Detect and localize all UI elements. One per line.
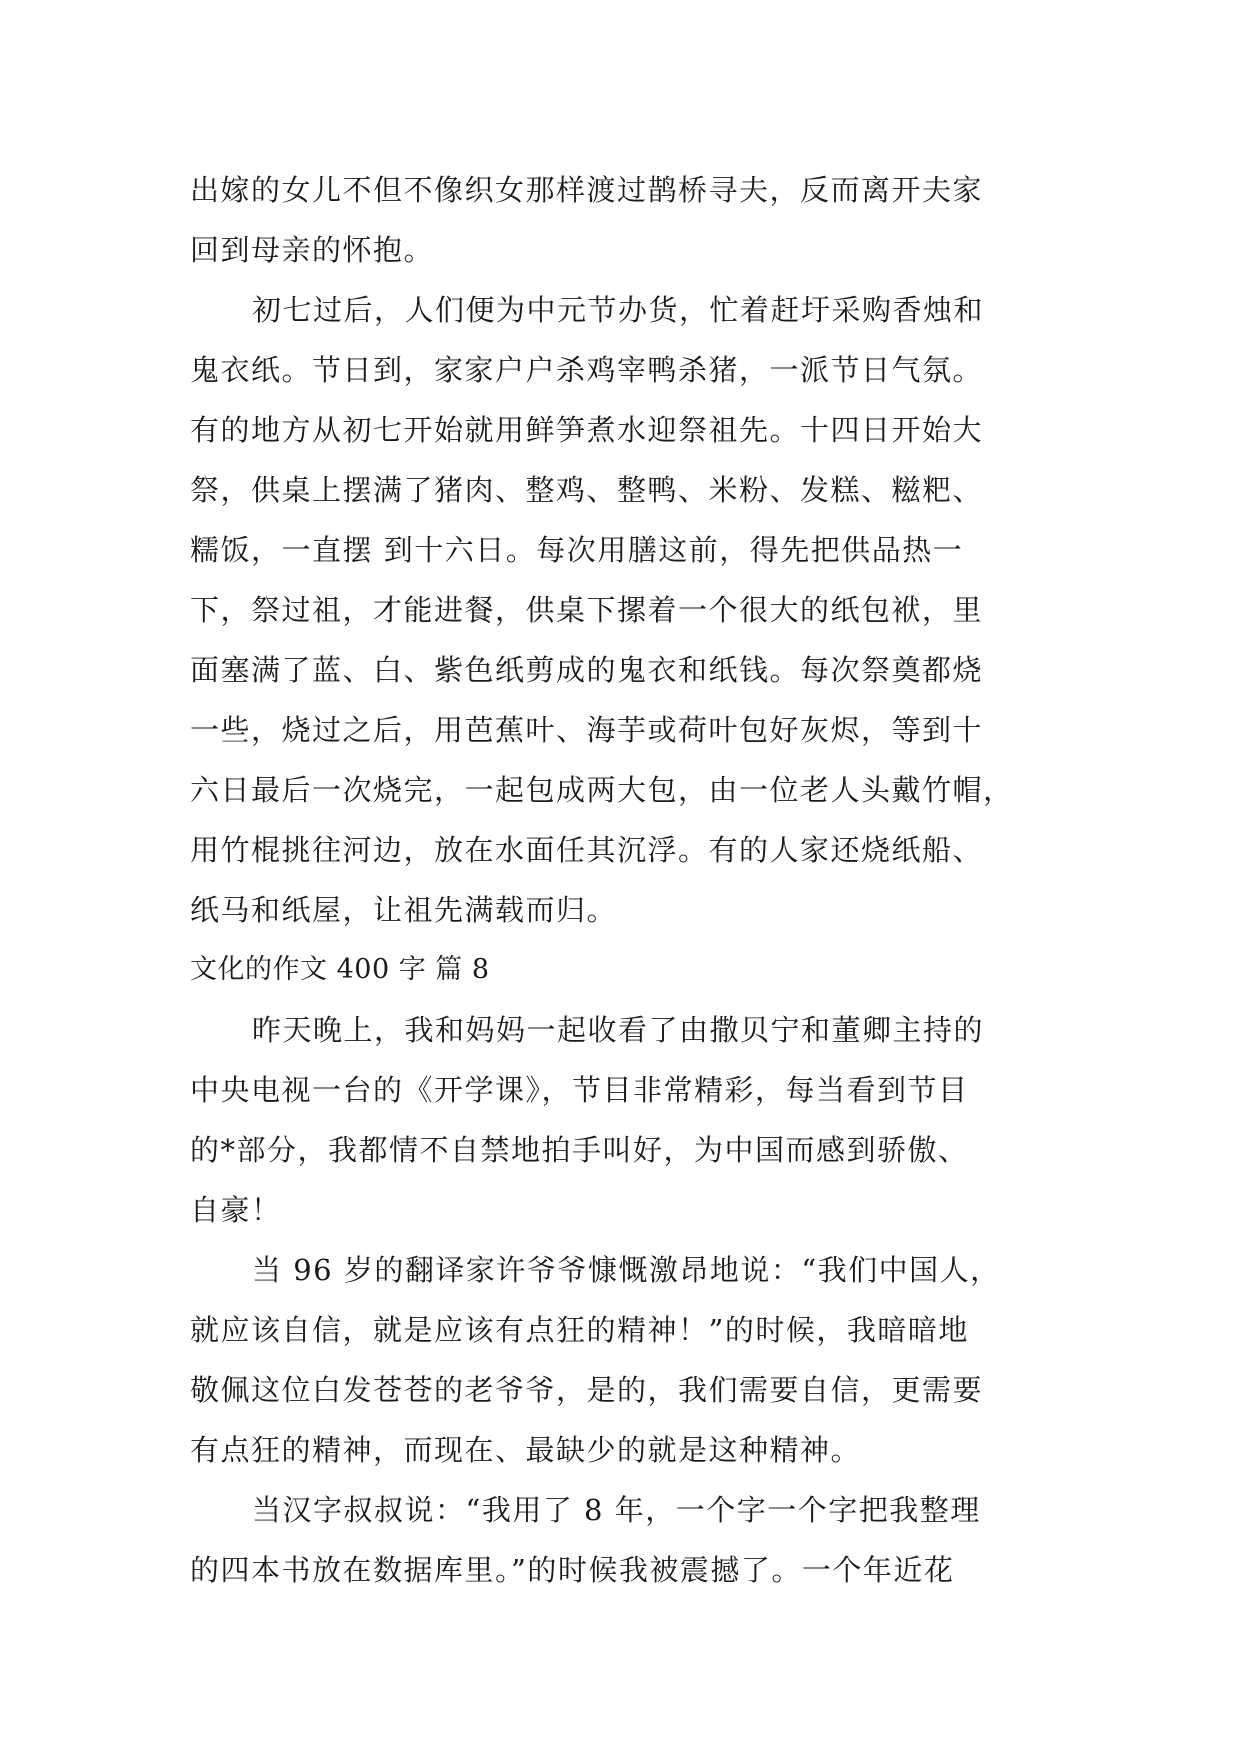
text-line: 就应该自信，就是应该有点狂的精神！”的时候，我暗暗地 (190, 1313, 969, 1347)
text-line: 鬼衣纸。节日到，家家户户杀鸡宰鸭杀猪，一派节日气氛。 (190, 353, 984, 387)
text-line: 当 96 岁的翻译家许爷爷慷慨激昂地说：“我们中国人， (252, 1253, 1001, 1287)
text-line: 的*部分，我都情不自禁地拍手叫好，为中国而感到骄傲、 (190, 1133, 969, 1167)
text-line: 六日最后一次烧完，一起包成两大包，由一位老人头戴竹帽， (190, 773, 1014, 807)
text-line: 敬佩这位白发苍苍的老爷爷，是的，我们需要自信，更需要 (190, 1373, 984, 1407)
text-line: 一些，烧过之后，用芭蕉叶、海芋或荷叶包好灰烬，等到十 (190, 713, 984, 747)
text-line: 有的地方从初七开始就用鲜笋煮水迎祭祖先。十四日开始大 (190, 413, 984, 447)
text-line: 当汉字叔叔说：“我用了 8 年，一个字一个字把我整理 (252, 1493, 981, 1527)
document-body (190, 160, 1050, 1600)
text-line: 回到母亲的怀抱。 (190, 233, 435, 267)
text-line: 出嫁的女儿不但不像织女那样渡过鹊桥寻夫，反而离开夫家 (190, 173, 984, 207)
text-line: 初七过后，人们便为中元节办货，忙着赶圩采购香烛和 (252, 293, 985, 327)
text-line: 自豪！ (190, 1193, 282, 1227)
text-line: 昨天晚上，我和妈妈一起收看了由撒贝宁和董卿主持的 (252, 1013, 985, 1047)
text-line: 祭，供桌上摆满了猪肉、整鸡、整鸭、米粉、发糕、糍粑、 (190, 473, 984, 507)
text-line: 下，祭过祖，才能进餐，供桌下摞着一个很大的纸包袱，里 (190, 593, 984, 627)
text-line: 纸马和纸屋，让祖先满载而归。 (190, 893, 618, 927)
text-line: 用竹棍挑往河边，放在水面任其沉浮。有的人家还烧纸船、 (190, 833, 984, 867)
text-line: 糯饭，一直摆 到十六日。每次用膳这前，得先把供品热一 (190, 533, 964, 567)
text-line: 有点狂的精神，而现在、最缺少的就是这种精神。 (190, 1433, 862, 1467)
text-line: 面塞满了蓝、白、紫色纸剪成的鬼衣和纸钱。每次祭奠都烧 (190, 653, 984, 687)
section-heading: 文化的作文 400 字 篇 8 (190, 954, 490, 985)
text-line: 的四本书放在数据库里。”的时候我被震撼了。一个年近花 (190, 1553, 955, 1587)
text-line: 中央电视一台的《开学课》，节目非常精彩，每当看到节目 (190, 1073, 969, 1107)
